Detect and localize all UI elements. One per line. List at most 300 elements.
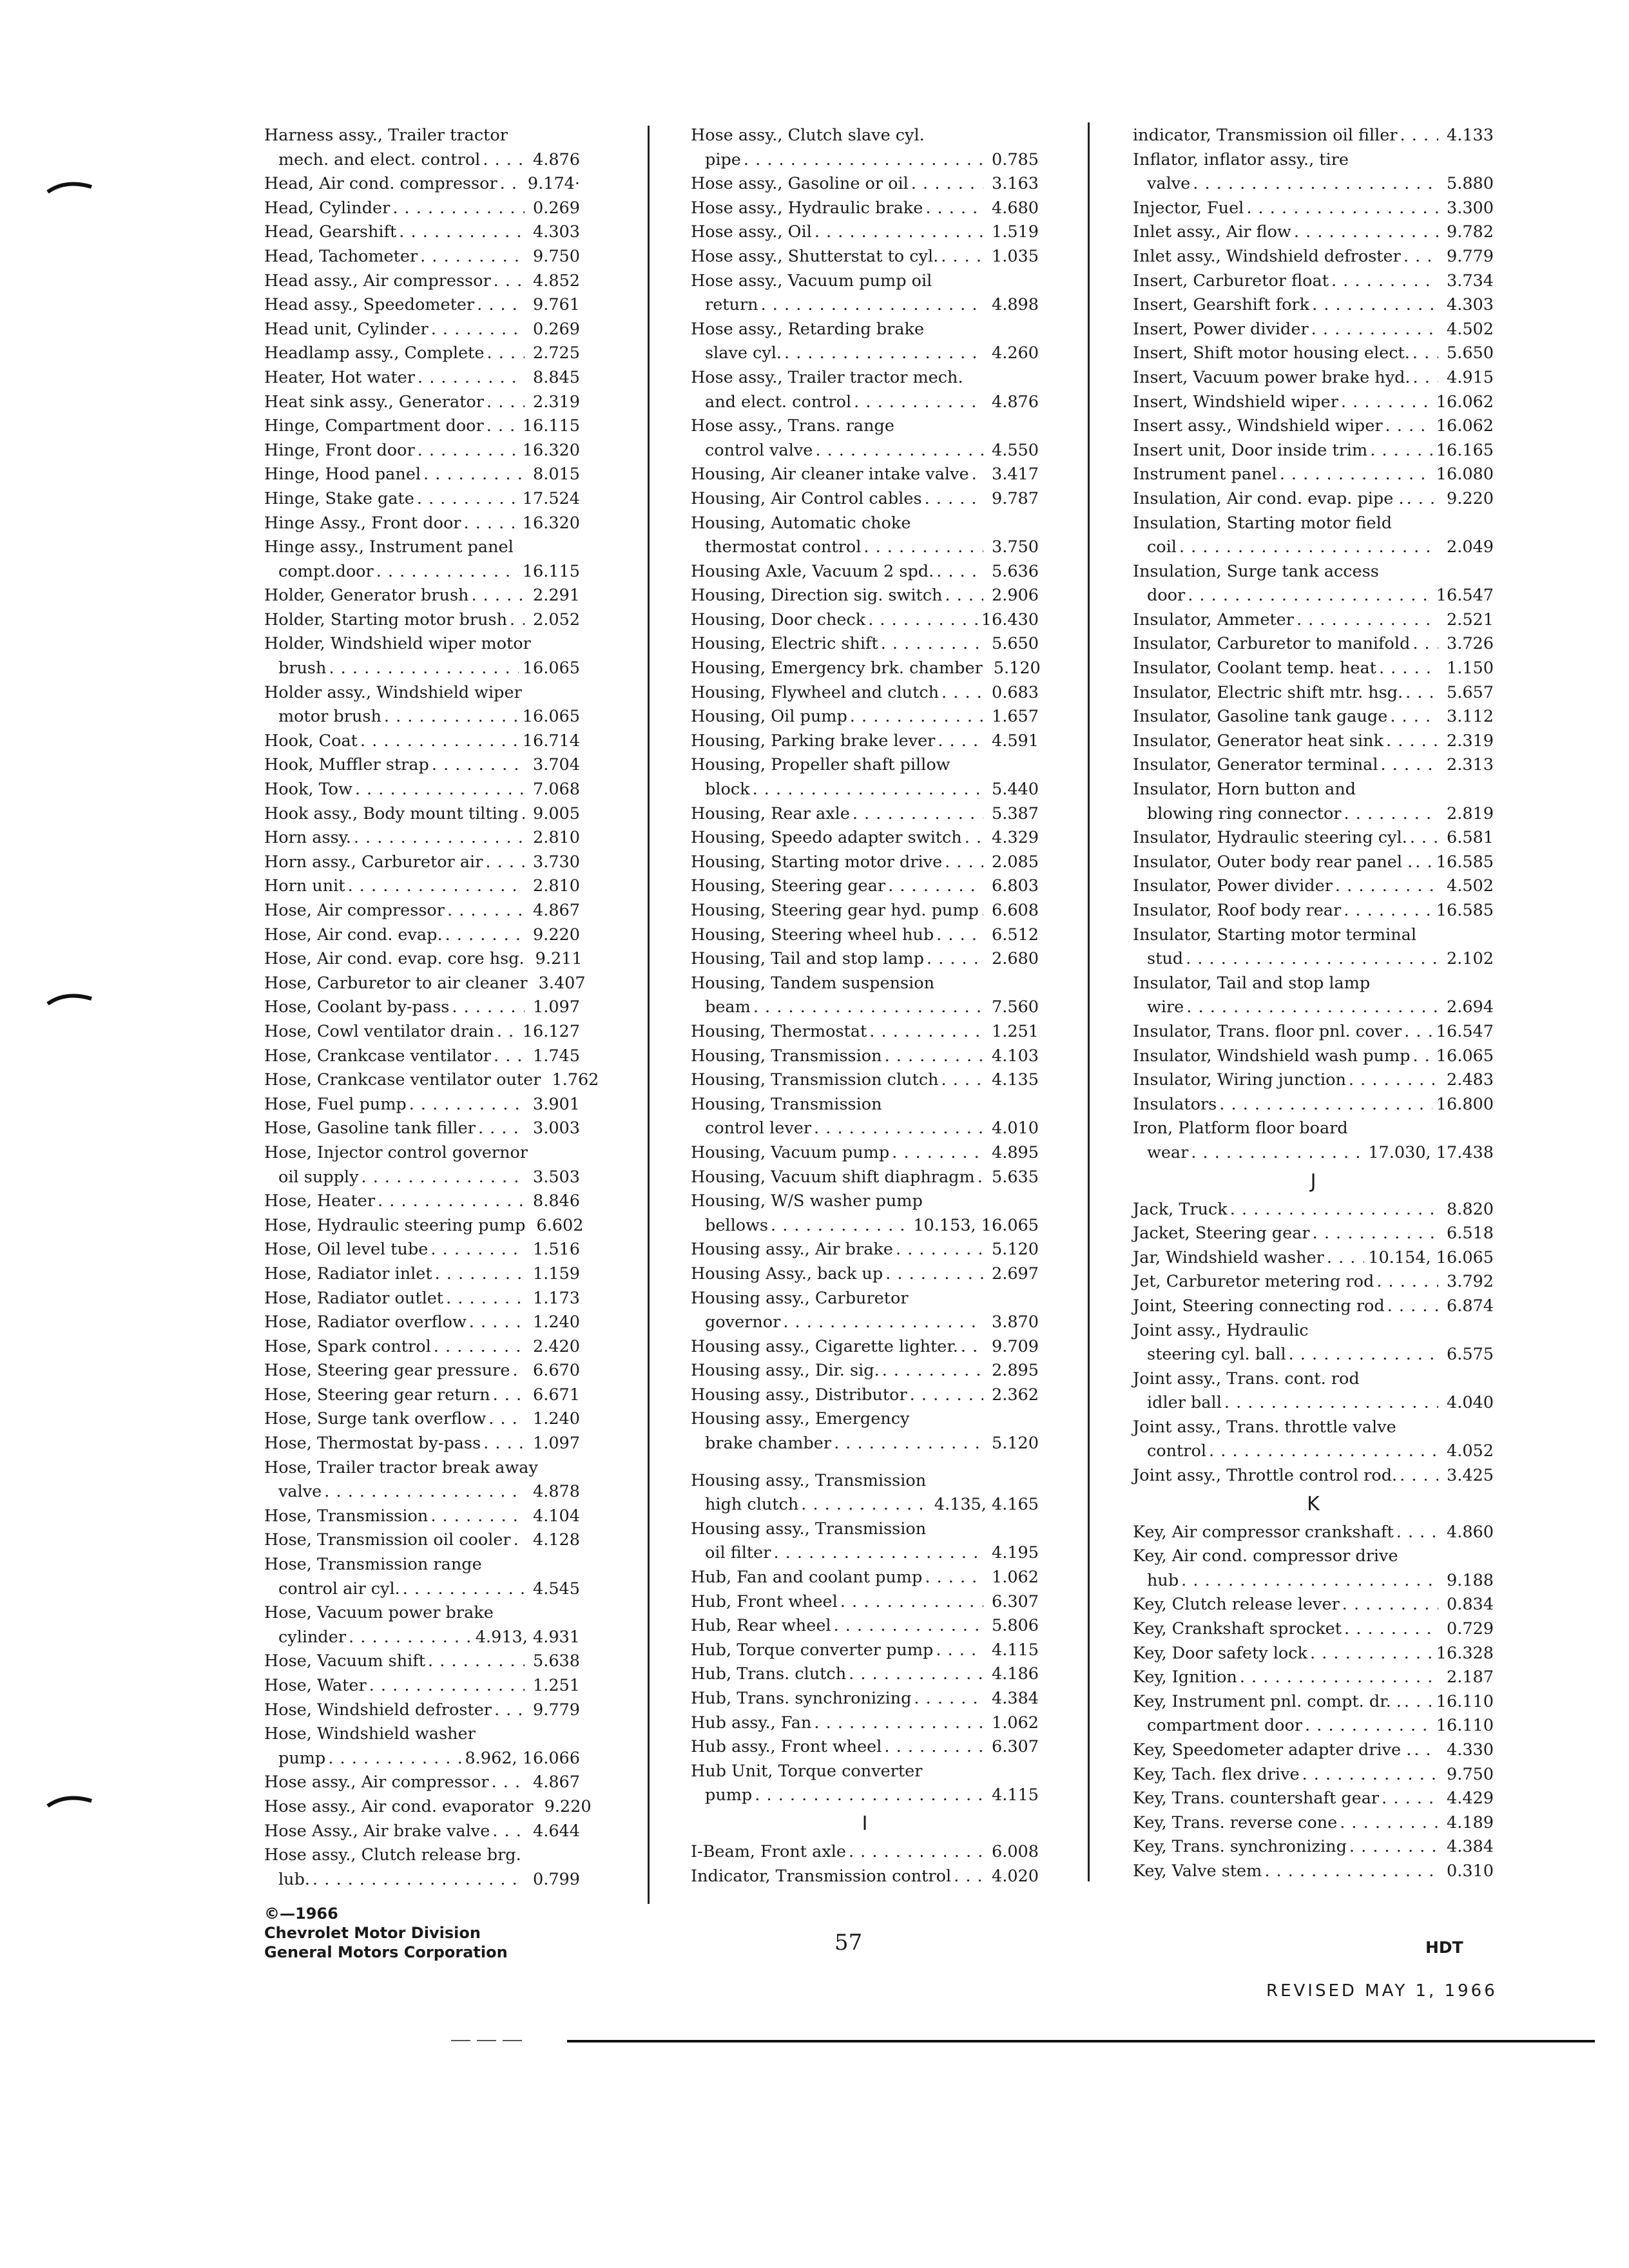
index-entry	[1133, 1367, 1494, 1392]
index-entry	[264, 560, 580, 584]
entry-text: Housing, Starting motor drive	[691, 852, 943, 872]
dot-leader	[1387, 1294, 1438, 1319]
dot-leader	[431, 318, 525, 342]
entry-page-ref: 6.803	[991, 876, 1039, 896]
entry-text: brush	[278, 658, 327, 678]
entry-text: high clutch	[705, 1495, 799, 1515]
index-entry	[1133, 826, 1494, 850]
entry-page-ref: 16.328	[1436, 1643, 1494, 1663]
entry-text: Key, Trans. reverse cone	[1133, 1812, 1338, 1832]
column-rule-left	[648, 126, 650, 1904]
entry-page-ref: 16.547	[1436, 1021, 1494, 1041]
dot-leader	[941, 681, 983, 706]
dot-leader	[494, 269, 525, 294]
dot-leader	[868, 608, 978, 633]
entry-text: Housing Axle, Vacuum 2 spd.	[691, 561, 934, 581]
index-entry	[1133, 1811, 1494, 1836]
entry-text: Housing, Tandem suspension	[691, 973, 935, 993]
entry-page-ref: 4.867	[532, 901, 580, 920]
index-entry	[264, 1480, 580, 1504]
entry-page-ref: 3.730	[532, 852, 580, 872]
entry-text: Hose assy., Trans. range	[691, 416, 894, 436]
entry-page-ref: 10.154, 16.065	[1368, 1247, 1494, 1267]
entry-text: return	[705, 295, 758, 315]
index-entry	[691, 439, 1039, 463]
dot-leader	[1390, 705, 1438, 729]
dot-leader	[1400, 1464, 1438, 1488]
index-entry	[1133, 269, 1494, 294]
entry-text: Housing, Air Control cables	[691, 488, 922, 508]
dot-leader	[483, 148, 525, 173]
entry-page-ref: 5.638	[532, 1651, 580, 1671]
index-entry	[1133, 1020, 1494, 1044]
entry-text: Inlet assy., Air flow	[1133, 222, 1291, 242]
index-entry	[1133, 1617, 1494, 1642]
entry-text: Hose, Surge tank overflow	[264, 1409, 487, 1429]
entry-page-ref: 4.591	[991, 731, 1039, 751]
copyright-block	[264, 1904, 508, 1962]
dot-leader	[471, 584, 525, 608]
index-entry	[264, 414, 580, 439]
entry-page-ref: 8.846	[532, 1191, 580, 1211]
dot-leader	[1193, 172, 1438, 197]
entry-text: Hose assy., Clutch release brg.	[264, 1845, 521, 1865]
index-entry	[691, 1687, 1039, 1711]
index-entry	[264, 1020, 580, 1044]
entry-page-ref: 4.545	[532, 1579, 580, 1599]
index-entry	[691, 1566, 1039, 1590]
index-entry	[1133, 1416, 1494, 1440]
index-entry	[691, 923, 1039, 948]
index-entry	[264, 1287, 580, 1311]
entry-text: Insulator, Starting motor terminal	[1133, 925, 1416, 945]
entry-text: Housing, Rear axle	[691, 803, 850, 823]
entry-page-ref: 0.799	[532, 1869, 580, 1889]
index-entry	[1133, 753, 1494, 778]
index-entry	[691, 1189, 1039, 1214]
dot-leader	[360, 729, 519, 754]
dot-leader	[885, 1262, 983, 1287]
index-entry	[1133, 584, 1494, 608]
index-entry	[691, 1068, 1039, 1093]
entry-page-ref: 16.547	[1436, 586, 1494, 606]
dot-leader	[1312, 293, 1438, 318]
index-entry	[691, 1238, 1039, 1262]
index-entry	[264, 899, 580, 923]
dot-leader	[1370, 439, 1432, 463]
entry-page-ref: 4.915	[1446, 367, 1494, 387]
entry-page-ref: 6.602	[536, 1215, 584, 1235]
index-entry	[691, 972, 1039, 996]
dot-leader	[1349, 1068, 1438, 1093]
punch-hole-mark-top	[46, 180, 93, 193]
index-entry	[264, 1044, 580, 1069]
entry-text: Insulator, Tail and stop lamp	[1133, 973, 1371, 993]
dot-leader	[1310, 1642, 1432, 1666]
entry-page-ref: 2.291	[532, 586, 580, 606]
index-entry	[691, 1020, 1039, 1044]
dot-leader	[1188, 584, 1432, 608]
dot-leader	[1280, 463, 1432, 487]
entry-page-ref: 4.135	[991, 1070, 1039, 1090]
entry-page-ref: 4.429	[1446, 1789, 1494, 1809]
entry-text: Key, Ignition	[1133, 1667, 1237, 1687]
index-entry	[691, 535, 1039, 560]
index-entry	[264, 1626, 580, 1650]
dot-leader	[753, 995, 983, 1020]
entry-page-ref: 2.420	[532, 1336, 580, 1356]
entry-page-ref: 0.834	[1446, 1595, 1494, 1615]
dot-leader	[434, 1335, 525, 1360]
index-entry	[1133, 1860, 1494, 1884]
entry-text: door	[1147, 586, 1186, 606]
entry-text: Hub, Trans. synchronizing	[691, 1689, 912, 1708]
index-entry	[1133, 390, 1494, 415]
index-entry	[1133, 220, 1494, 245]
index-entry	[1133, 1666, 1494, 1690]
entry-page-ref: 6.581	[1446, 828, 1494, 848]
index-entry	[264, 1407, 580, 1432]
dot-leader	[801, 1493, 930, 1517]
index-entry	[1133, 197, 1494, 221]
dot-leader	[1340, 1811, 1438, 1836]
index-entry	[264, 1456, 580, 1481]
index-entry	[264, 341, 580, 366]
entry-page-ref: 1.097	[532, 997, 580, 1017]
entry-page-ref: 4.186	[991, 1664, 1039, 1684]
entry-text: Hose, Transmission range	[264, 1555, 482, 1575]
index-entry	[691, 1517, 1039, 1542]
entry-text: Housing assy., Dir. sig.	[691, 1361, 880, 1381]
entry-page-ref: 3.503	[532, 1167, 580, 1187]
entry-text: wire	[1147, 997, 1184, 1017]
entry-text: Key, Tach. flex drive	[1133, 1764, 1300, 1784]
dot-leader	[378, 1189, 525, 1214]
entry-page-ref: 16.800	[1436, 1094, 1494, 1114]
entry-page-ref: 4.860	[1446, 1522, 1494, 1542]
index-entry	[264, 1674, 580, 1698]
dot-leader	[497, 1020, 519, 1044]
index-entry	[264, 269, 580, 294]
dot-leader	[435, 1262, 525, 1287]
index-entry	[1133, 1117, 1494, 1141]
entry-page-ref: 3.870	[991, 1312, 1039, 1332]
index-entry	[264, 1722, 580, 1747]
dot-leader	[1376, 1270, 1438, 1294]
entry-page-ref: 16.430	[981, 610, 1039, 629]
entry-page-ref: 16.115	[522, 561, 580, 581]
dot-leader	[514, 1528, 525, 1553]
entry-text: Heat sink assy., Generator	[264, 392, 484, 412]
index-entry	[691, 1432, 1039, 1456]
dot-leader	[936, 923, 983, 948]
entry-text: Insulator, Wiring junction	[1133, 1070, 1346, 1090]
entry-text: Housing, Tail and stop lamp	[691, 949, 924, 969]
entry-text: Head, Tachometer	[264, 246, 418, 266]
index-entry	[264, 584, 580, 608]
index-entry	[691, 802, 1039, 827]
entry-page-ref: 6.008	[991, 1841, 1039, 1861]
entry-text: Hose, Transmission	[264, 1506, 429, 1526]
dot-leader	[329, 657, 518, 681]
index-entry	[1133, 1198, 1494, 1222]
entry-page-ref: 4.502	[1446, 876, 1494, 896]
entry-text: oil filter	[705, 1543, 771, 1563]
entry-text: Housing, Vacuum shift diaphragm	[691, 1167, 975, 1187]
dot-leader	[324, 1480, 525, 1504]
entry-text: Housing, W/S washer pump	[691, 1191, 923, 1211]
entry-page-ref: 1.745	[532, 1046, 580, 1066]
entry-text: thermostat control	[705, 537, 862, 557]
index-entry	[264, 632, 580, 657]
dot-leader	[911, 172, 983, 197]
dot-leader	[452, 995, 525, 1020]
entry-spacer	[691, 1456, 1039, 1469]
entry-text: Hose, Windshield washer	[264, 1724, 476, 1744]
entry-page-ref: 5.120	[991, 1434, 1039, 1454]
index-entry	[691, 1469, 1039, 1494]
dot-leader	[355, 778, 525, 802]
index-entry	[1133, 1343, 1494, 1367]
entry-text: Hose, Transmission oil cooler	[264, 1530, 511, 1550]
entry-page-ref: 9.709	[991, 1336, 1039, 1356]
dot-leader	[447, 899, 525, 923]
index-entry	[1133, 1270, 1494, 1294]
entry-page-ref: 9.787	[991, 488, 1039, 508]
index-entry	[1133, 1738, 1494, 1763]
entry-text: Inlet assy., Windshield defroster	[1133, 246, 1401, 266]
index-entry	[264, 753, 580, 778]
index-entry	[1133, 1835, 1494, 1860]
entry-page-ref: 5.440	[991, 780, 1039, 800]
entry-text: Housing, Transmission	[691, 1094, 882, 1114]
entry-page-ref: 9.782	[1446, 222, 1494, 242]
dot-leader	[477, 293, 525, 318]
dot-leader	[849, 1662, 983, 1687]
entry-page-ref: 6.518	[1446, 1224, 1494, 1244]
entry-page-ref: 2.521	[1446, 610, 1494, 629]
entry-text: Hose, Radiator outlet	[264, 1288, 444, 1308]
entry-page-ref: 9.761	[532, 295, 580, 315]
entry-text: Insert, Gearshift fork	[1133, 295, 1310, 315]
index-entry	[691, 366, 1039, 390]
entry-text: Hose assy., Clutch slave cyl.	[691, 126, 925, 145]
dot-leader	[965, 826, 983, 850]
dot-leader	[487, 414, 519, 439]
entry-page-ref: 8.015	[532, 465, 580, 485]
index-entry	[691, 414, 1039, 439]
entry-page-ref: 0.729	[1446, 1619, 1494, 1639]
dot-leader	[853, 802, 983, 827]
entry-text: Jacket, Steering gear	[1133, 1224, 1310, 1244]
entry-text: Housing, Propeller shaft pillow	[691, 755, 950, 775]
entry-text: Insulator, Power divider	[1133, 876, 1333, 896]
index-entry	[264, 1868, 580, 1892]
index-entry	[1133, 1690, 1494, 1715]
entry-page-ref: 1.516	[532, 1240, 580, 1260]
entry-page-ref: 16.115	[522, 416, 580, 436]
index-entry	[264, 1214, 584, 1238]
dot-leader	[1219, 1093, 1432, 1117]
index-entry	[264, 1141, 580, 1166]
entry-text: Insulator, Windshield wash pump	[1133, 1046, 1411, 1066]
index-entry	[1133, 535, 1494, 560]
entry-page-ref: 4.303	[532, 222, 580, 242]
index-entry	[691, 1335, 1039, 1360]
entry-text: Key, Clutch release lever	[1133, 1595, 1340, 1615]
entry-text: Hose assy., Retarding brake	[691, 319, 925, 339]
index-entry	[264, 1238, 580, 1262]
index-entry	[1133, 1464, 1494, 1488]
index-entry	[691, 220, 1039, 245]
entry-text: Insulator, Outer body rear panel .	[1133, 852, 1413, 872]
dot-leader	[850, 705, 983, 729]
entry-page-ref: 0.269	[532, 198, 580, 218]
entry-page-ref: 3.112	[1446, 707, 1494, 727]
index-entry	[691, 1166, 1039, 1190]
entry-text: lub.	[278, 1869, 311, 1889]
entry-page-ref: 3.407	[538, 973, 586, 993]
dot-leader	[945, 584, 983, 608]
index-entry	[264, 1601, 580, 1626]
entry-page-ref: 9.779	[532, 1700, 580, 1720]
dot-leader	[755, 1783, 983, 1808]
entry-page-ref: 4.260	[991, 343, 1039, 363]
entry-text: Hose, Radiator overflow	[264, 1312, 467, 1332]
dot-leader	[834, 1432, 983, 1456]
index-entry	[1133, 899, 1494, 923]
index-entry	[1133, 172, 1494, 197]
dot-leader	[1380, 753, 1438, 778]
entry-text: Insulator, Electric shift mtr. hsg.	[1133, 682, 1403, 702]
entry-page-ref: 16.320	[522, 440, 580, 460]
dot-leader	[392, 197, 525, 221]
index-entry	[1133, 463, 1494, 487]
entry-page-ref: 4.189	[1446, 1812, 1494, 1832]
index-entry	[264, 124, 580, 148]
entry-page-ref: 4.876	[532, 149, 580, 169]
entry-page-ref: 16.714	[522, 731, 580, 751]
dot-leader	[1341, 390, 1432, 415]
entry-page-ref: 9.750	[1446, 1764, 1494, 1784]
entry-page-ref: 6.307	[991, 1591, 1039, 1611]
entry-page-ref: 9.174·	[527, 174, 580, 194]
entry-page-ref: 6.512	[991, 925, 1039, 945]
dot-leader	[1230, 1198, 1438, 1222]
entry-text: Hose, Injector control governor	[264, 1142, 528, 1162]
entry-page-ref: 1.035	[991, 246, 1039, 266]
entry-text: Insulator, Hydraulic steering cyl.	[1133, 828, 1407, 848]
entry-text: Insulator, Generator heat sink	[1133, 731, 1384, 751]
index-entry	[1133, 1319, 1494, 1343]
index-entry	[264, 1553, 580, 1577]
dot-leader	[1385, 414, 1432, 439]
entry-page-ref: 2.680	[991, 949, 1039, 969]
entry-page-ref: 4.680	[991, 198, 1039, 218]
dot-leader	[1405, 681, 1438, 706]
punch-hole-mark-bottom	[46, 1794, 93, 1807]
entry-page-ref: 2.102	[1446, 949, 1494, 969]
dot-leader	[1240, 1666, 1438, 1690]
entry-text: idler ball	[1147, 1393, 1222, 1413]
entry-page-ref: 0.310	[1446, 1861, 1494, 1881]
entry-text: Insert, Shift motor housing elect.	[1133, 343, 1410, 363]
dot-leader	[1404, 1690, 1432, 1715]
entry-page-ref: 2.819	[1446, 803, 1494, 823]
entry-text: block	[705, 780, 750, 800]
index-entry	[691, 1639, 1039, 1663]
entry-text: Housing, Parking brake lever	[691, 731, 936, 751]
dot-leader	[430, 1504, 525, 1529]
index-entry	[264, 318, 580, 342]
index-entry	[1133, 1544, 1494, 1569]
index-entry	[264, 220, 580, 245]
dot-leader	[1403, 245, 1438, 269]
dot-leader	[783, 1311, 983, 1335]
index-entry	[1133, 414, 1494, 439]
index-entry	[264, 1166, 580, 1190]
index-entry	[691, 1214, 1039, 1238]
index-entry	[264, 1528, 580, 1553]
copyright-year: ©—1966	[264, 1905, 338, 1923]
dot-leader	[954, 1865, 983, 1889]
dot-leader	[978, 1166, 983, 1190]
index-entry	[264, 778, 580, 802]
entry-text: and elect. control	[705, 392, 852, 412]
entry-text: Hose assy., Trailer tractor mech.	[691, 367, 963, 387]
dot-leader	[428, 1649, 525, 1674]
index-entry	[691, 1044, 1039, 1069]
entry-text: Housing, Direction sig. switch	[691, 586, 943, 606]
page-number: 57	[834, 1930, 863, 1956]
dot-leader	[840, 1590, 983, 1615]
entry-text: Hose, Coolant by-pass	[264, 997, 450, 1017]
entry-page-ref: 16.585	[1436, 852, 1494, 872]
entry-page-ref: 1.173	[532, 1288, 580, 1308]
section-letter-heading: I	[862, 1812, 868, 1835]
index-entry	[1133, 560, 1494, 584]
entry-page-ref: 6.575	[1446, 1345, 1494, 1365]
entry-page-ref: 2.313	[1446, 755, 1494, 775]
entry-page-ref: 4.852	[532, 271, 580, 291]
index-entry	[264, 1504, 580, 1529]
entry-page-ref: 2.697	[991, 1264, 1039, 1283]
entry-page-ref: 16.110	[1436, 1716, 1494, 1736]
entry-text: Hose, Steering gear return	[264, 1385, 490, 1405]
entry-text: Insulator, Trans. floor pnl. cover	[1133, 1021, 1402, 1041]
index-entry	[264, 874, 580, 899]
index-entry	[691, 1783, 1039, 1808]
index-entry	[691, 995, 1039, 1020]
index-entry	[691, 657, 1039, 681]
entry-page-ref: 3.750	[991, 537, 1039, 557]
entry-page-ref: 16.127	[522, 1021, 580, 1041]
dot-leader	[376, 560, 519, 584]
entry-text: Hose, Windshield defroster	[264, 1700, 492, 1720]
dot-leader	[494, 1044, 525, 1069]
entry-page-ref: 4.329	[991, 828, 1039, 848]
dot-leader	[1186, 947, 1438, 972]
index-entry	[691, 341, 1039, 366]
dot-leader	[814, 1117, 983, 1141]
entry-text: Joint assy., Throttle control rod.	[1133, 1466, 1398, 1486]
dot-leader	[936, 1639, 983, 1663]
entry-page-ref: 2.483	[1446, 1070, 1494, 1090]
entry-page-ref: 2.049	[1446, 537, 1494, 557]
entry-text: Headlamp assy., Complete	[264, 343, 485, 363]
index-entry	[264, 1843, 580, 1868]
entry-text: Horn assy.	[264, 828, 351, 848]
